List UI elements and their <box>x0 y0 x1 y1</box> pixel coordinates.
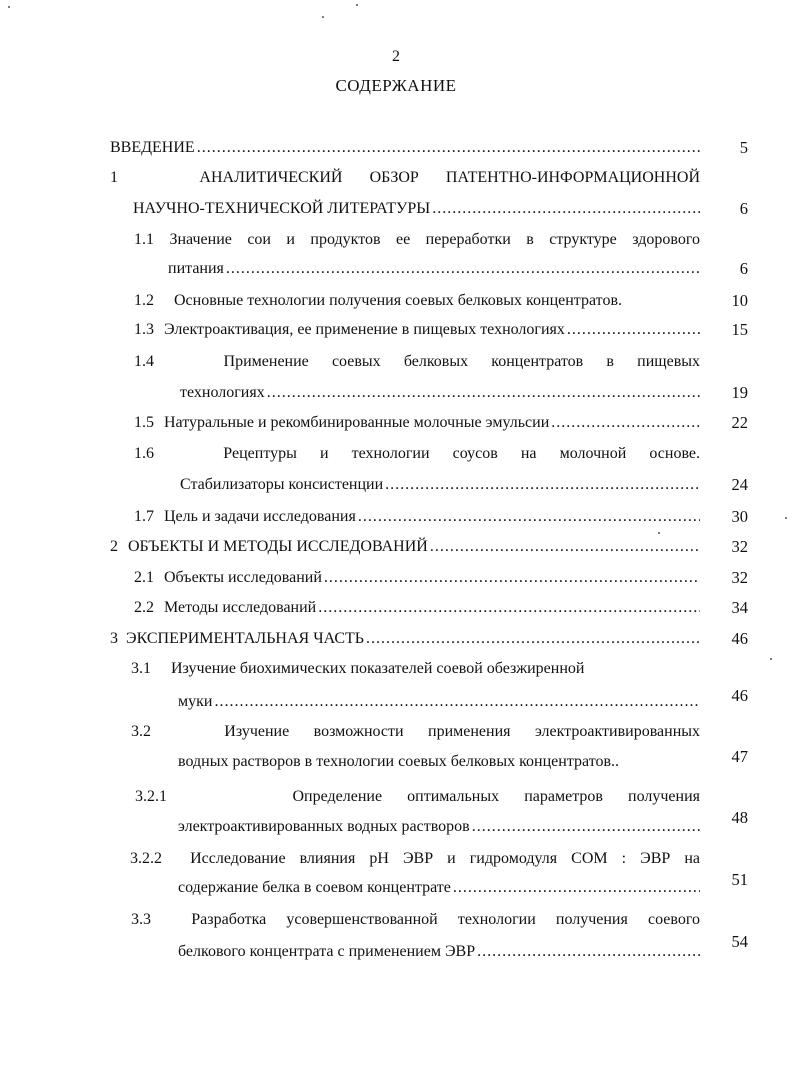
toc-entry-text: муки <box>178 693 213 710</box>
toc-entry-text: питания <box>168 260 224 277</box>
toc-line <box>134 596 700 620</box>
toc-entry-number: 3.2 <box>131 723 151 740</box>
toc-entry-text: Стабилизаторы консистенции <box>180 476 384 493</box>
toc-line <box>134 566 700 590</box>
scan-speck <box>785 517 787 519</box>
toc-page-number: 6 <box>739 259 748 278</box>
toc-page-number: 5 <box>739 138 748 157</box>
toc-page-number: 10 <box>731 291 748 310</box>
toc-entry-text: Объекты исследований <box>164 569 322 586</box>
toc-line <box>178 690 700 714</box>
toc-entry-number: 1.5 <box>134 414 154 431</box>
toc-entry-text: Изучение биохимических показателей соевой обезжиренной <box>171 660 585 677</box>
toc-entry-text: НАУЧНО-ТЕХНИЧЕСКОЙ ЛИТЕРАТУРЫ <box>133 200 431 217</box>
page-title: СОДЕРЖАНИЕ <box>335 76 457 95</box>
toc-line <box>134 228 700 252</box>
toc-entry-text: Исследование влияния pH ЭВР и гидромодуля СОМ : ЭВР на <box>190 850 701 867</box>
toc-line <box>134 350 700 374</box>
toc-page-number: 24 <box>731 475 748 494</box>
toc-page-number: 51 <box>731 870 748 889</box>
toc-entry-text: водных растворов в технологии соевых белковых концентратов.. <box>178 753 620 770</box>
toc-entry-number: 1.6 <box>134 445 154 462</box>
toc-page-number: 6 <box>739 199 748 218</box>
toc-line <box>178 750 700 774</box>
toc-entry-text: Цель и задачи исследования <box>164 508 356 525</box>
toc-entry-number: 1 <box>110 169 118 186</box>
toc-page-number: 15 <box>731 320 748 339</box>
toc-entry-text: Определение оптимальных параметров получения <box>292 788 701 805</box>
toc-entry-text: ЭКСПЕРИМЕНТАЛЬНАЯ ЧАСТЬ <box>126 630 364 647</box>
toc-entry-text: белкового концентрата с применением ЭВР <box>178 943 476 960</box>
toc-entry-text: содержание белка в соевом концентрате <box>178 879 451 896</box>
toc-line <box>134 505 700 529</box>
toc-line <box>131 908 700 932</box>
toc-line <box>168 257 700 281</box>
toc-entry-text: Применение соевых белковых концентратов в пищевых <box>223 353 700 370</box>
toc-line <box>133 197 700 221</box>
toc-entry-number: 3 <box>110 630 118 647</box>
toc-entry-number: 1.7 <box>134 508 154 525</box>
toc-entry-text: технологиях <box>180 384 265 401</box>
toc-entry-number: 3.1 <box>131 660 151 677</box>
toc-line <box>135 785 700 809</box>
scan-speck <box>658 532 660 534</box>
toc-entry-text: Натуральные и рекомбинированные молочные эмульсии <box>164 414 550 431</box>
toc-entry-number: 2.1 <box>134 569 154 586</box>
toc-line <box>178 876 700 900</box>
toc-line <box>134 442 700 466</box>
toc-line <box>130 847 700 871</box>
toc-line <box>134 289 700 313</box>
scan-speck <box>8 6 10 8</box>
toc-page-number: 48 <box>731 808 748 827</box>
toc-entry-text: Рецептуры и технологии соусов на молочной основе. <box>223 445 700 462</box>
toc-page-number: 22 <box>731 413 748 432</box>
toc-entry-text: Электроактивация, ее применение в пищевых технологиях <box>164 321 565 338</box>
toc-line <box>110 627 700 651</box>
toc-entry-number: 3.2.2 <box>130 850 162 867</box>
toc-page-number: 19 <box>731 383 748 402</box>
toc-line <box>180 473 700 497</box>
toc-entry-text: электроактивированных водных растворов <box>178 818 470 835</box>
toc-line <box>131 720 700 744</box>
toc-line <box>134 318 700 342</box>
toc-entry-text: ОБЪЕКТЫ И МЕТОДЫ ИССЛЕДОВАНИЙ <box>128 538 428 555</box>
toc-entry-number: 3.3 <box>131 911 151 928</box>
toc-line <box>110 166 700 190</box>
toc-page-number: 32 <box>731 568 748 587</box>
toc-page-number: 30 <box>731 507 748 526</box>
toc-line <box>131 657 700 681</box>
toc-entry-text: ВВЕДЕНИЕ <box>110 139 195 156</box>
toc-page-number: 47 <box>731 747 748 766</box>
toc-page-number: 46 <box>731 686 748 705</box>
toc-entry-number: 1.1 <box>134 231 154 248</box>
toc-entry-number: 1.3 <box>134 321 154 338</box>
toc-entry-text: Методы исследований <box>164 599 317 616</box>
toc-entry-text: Разработка усовершенствованной технологии получения соевого <box>191 911 701 928</box>
toc-line <box>110 535 700 559</box>
toc-page-number: 46 <box>731 629 748 648</box>
scan-speck <box>356 4 358 6</box>
toc-line <box>180 381 700 405</box>
toc-entry-number: 1.4 <box>134 353 154 370</box>
page-number: 2 <box>392 48 400 65</box>
scan-speck <box>322 16 324 18</box>
toc-entry-number: 1.2 <box>134 292 154 309</box>
toc-entry-text: Основные технологии получения соевых белковых концентратов. <box>174 292 623 309</box>
toc-entry-text: Значение сои и продуктов ее переработки в структуре здорового <box>169 231 701 248</box>
toc-page-number: 34 <box>731 598 748 617</box>
toc-line <box>178 940 700 964</box>
toc-line <box>178 815 700 839</box>
toc-entry-number: 2 <box>110 538 118 555</box>
toc-entry-text: АНАЛИТИЧЕСКИЙ ОБЗОР ПАТЕНТНО-ИНФОРМАЦИОННОЙ <box>199 169 701 186</box>
toc-entry-text: Изучение возможности применения электроактивированных <box>224 723 701 740</box>
toc-line <box>134 411 700 435</box>
scan-speck <box>770 658 772 660</box>
toc-page-number: 32 <box>731 537 748 556</box>
toc-entry-number: 3.2.1 <box>135 788 167 805</box>
toc-line <box>110 136 700 160</box>
toc-page-number: 54 <box>731 932 748 951</box>
toc-entry-number: 2.2 <box>134 599 154 616</box>
